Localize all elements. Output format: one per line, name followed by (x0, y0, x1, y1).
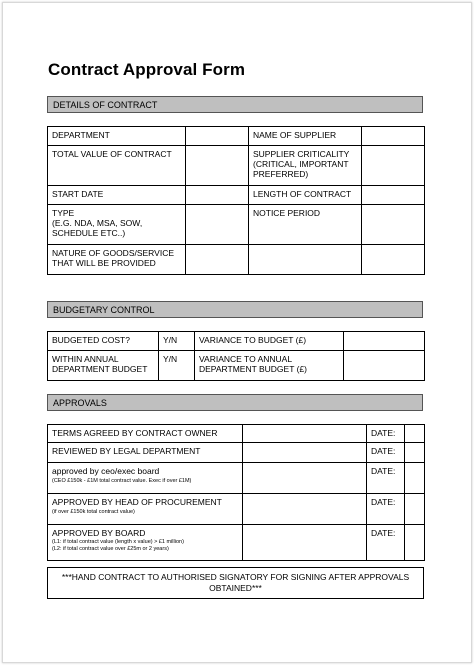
label-date-reviewed-by-legal: DATE: (367, 443, 405, 463)
field-date-approved-by-procurement[interactable] (405, 494, 425, 525)
field-nature-extra-2[interactable] (362, 245, 425, 275)
section-header-details: DETAILS OF CONTRACT (47, 96, 423, 113)
label-nature-of-goods: NATURE OF GOODS/SERVICE THAT WILL BE PROVIDED (48, 245, 186, 275)
label-approved-by-ceo-title: approved by ceo/exec board (52, 466, 160, 476)
label-approved-by-board (48, 525, 243, 561)
label-total-value: TOTAL VALUE OF CONTRACT (48, 146, 186, 186)
label-type (48, 205, 186, 245)
field-budgeted-cost-yn[interactable]: Y/N (159, 332, 195, 351)
label-approved-by-ceo-note: (CEO £150k - £1M total contract value. Exec if over £1M) (52, 478, 192, 484)
label-terms-agreed: TERMS AGREED BY CONTRACT OWNER (48, 425, 243, 443)
label-supplier-criticality: SUPPLIER CRITICALITY (CRITICAL, IMPORTANT PREFERRED) (249, 146, 362, 186)
field-date-reviewed-by-legal[interactable] (405, 443, 425, 463)
label-date-approved-by-procurement: DATE: (367, 494, 405, 525)
label-approved-by-board-note-l1: (L1: if total contract value (length x value) > £1 million) (52, 539, 184, 545)
label-approved-by-procurement (48, 494, 243, 525)
field-nature-extra-1[interactable] (249, 245, 362, 275)
label-variance-to-annual-budget: VARIANCE TO ANNUAL DEPARTMENT BUDGET (£) (195, 351, 344, 381)
field-type[interactable] (186, 205, 249, 245)
field-date-approved-by-board[interactable] (405, 525, 425, 561)
section-header-approvals: APPROVALS (47, 394, 423, 411)
label-name-of-supplier: NAME OF SUPPLIER (249, 127, 362, 146)
label-length-of-contract: LENGTH OF CONTRACT (249, 186, 362, 205)
label-within-annual-budget: WITHIN ANNUAL DEPARTMENT BUDGET (48, 351, 159, 381)
label-date-approved-by-ceo: DATE: (367, 463, 405, 494)
label-variance-to-budget: VARIANCE TO BUDGET (£) (195, 332, 344, 351)
label-date-approved-by-board: DATE: (367, 525, 405, 561)
field-variance-to-annual-budget[interactable] (344, 351, 425, 381)
label-department: DEPARTMENT (48, 127, 186, 146)
label-approved-by-ceo (48, 463, 243, 494)
approvals-table (47, 424, 425, 561)
field-length-of-contract[interactable] (362, 186, 425, 205)
signature-approved-by-procurement[interactable] (243, 494, 367, 525)
field-variance-to-budget[interactable] (344, 332, 425, 351)
label-date-terms-agreed: DATE: (367, 425, 405, 443)
field-supplier-criticality[interactable] (362, 146, 425, 186)
page-title: Contract Approval Form (48, 60, 246, 79)
contract-details-table (47, 126, 425, 275)
label-approved-by-board-note-l2: (L2: if total contract value over £25m or 2 years) (52, 546, 169, 552)
label-notice-period: NOTICE PERIOD (249, 205, 362, 245)
field-name-of-supplier[interactable] (362, 127, 425, 146)
label-type-title: TYPE (52, 208, 75, 218)
label-approved-by-procurement-title: APPROVED BY HEAD OF PROCUREMENT (52, 497, 222, 507)
signature-terms-agreed[interactable] (243, 425, 367, 443)
field-nature-of-goods[interactable] (186, 245, 249, 275)
field-date-terms-agreed[interactable] (405, 425, 425, 443)
field-start-date[interactable] (186, 186, 249, 205)
signature-approved-by-ceo[interactable] (243, 463, 367, 494)
signatory-note (47, 567, 424, 599)
label-budgeted-cost: BUDGETED COST? (48, 332, 159, 351)
label-approved-by-procurement-note: (if over £150k total contract value) (52, 509, 135, 515)
signatory-note-line-2: OBTAINED*** (209, 583, 262, 593)
label-start-date: START DATE (48, 186, 186, 205)
budget-table (47, 331, 425, 381)
label-type-examples: (E.G. NDA, MSA, SOW, SCHEDULE ETC..) (52, 218, 143, 238)
field-department[interactable] (186, 127, 249, 146)
field-total-value[interactable] (186, 146, 249, 186)
label-reviewed-by-legal: REVIEWED BY LEGAL DEPARTMENT (48, 443, 243, 463)
field-notice-period[interactable] (362, 205, 425, 245)
label-approved-by-board-title: APPROVED BY BOARD (52, 528, 146, 538)
section-header-budget: BUDGETARY CONTROL (47, 301, 423, 318)
field-within-annual-yn[interactable]: Y/N (159, 351, 195, 381)
field-date-approved-by-ceo[interactable] (405, 463, 425, 494)
signature-approved-by-board[interactable] (243, 525, 367, 561)
signature-reviewed-by-legal[interactable] (243, 443, 367, 463)
signatory-note-line-1: ***HAND CONTRACT TO AUTHORISED SIGNATORY FOR SIGNING AFTER APPROVALS (61, 572, 410, 582)
